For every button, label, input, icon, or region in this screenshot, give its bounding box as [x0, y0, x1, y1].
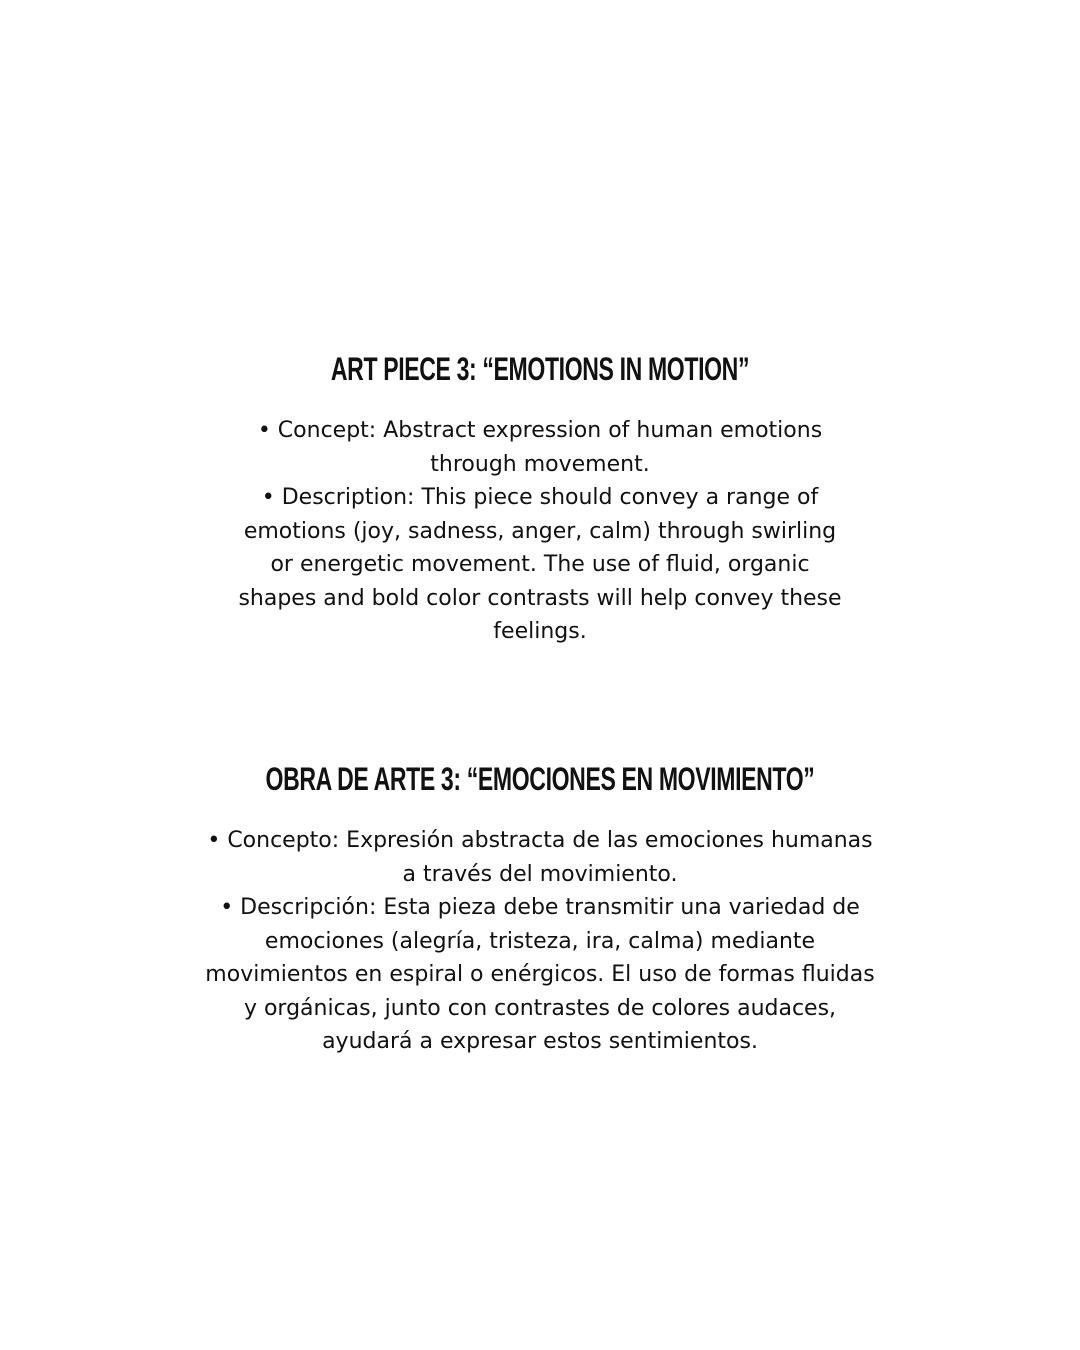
- english-body: [230, 414, 850, 649]
- spanish-concept: • Concepto: Expresión abstracta de las emociones humanas a través del movimiento.: [207, 828, 873, 887]
- english-description: • Description: This piece should convey a range of emotions (joy, sadness, anger, calm) through swirling or energetic movement. The use of fluid, organic shapes and bold color contrasts will help convey these feelings.: [238, 485, 842, 644]
- spanish-body: [200, 824, 880, 1059]
- spanish-heading: OBRA DE ARTE 3: “EMOCIONES EN MOVIMIENTO”: [265, 761, 815, 797]
- english-section: [0, 350, 1080, 649]
- spanish-description: • Descripción: Esta pieza debe transmitir una variedad de emociones (alegría, tristeza, ira, calma) mediante movimientos en espiral o enérgicos. El uso de formas fluidas y orgánicas, junto con contrastes de colores audaces, ayudará a expresar estos sentimientos.: [205, 895, 875, 1054]
- spanish-section: [0, 760, 1080, 1059]
- english-concept: • Concept: Abstract expression of human emotions through movement.: [257, 418, 823, 477]
- english-heading: ART PIECE 3: “EMOTIONS IN MOTION”: [330, 351, 750, 387]
